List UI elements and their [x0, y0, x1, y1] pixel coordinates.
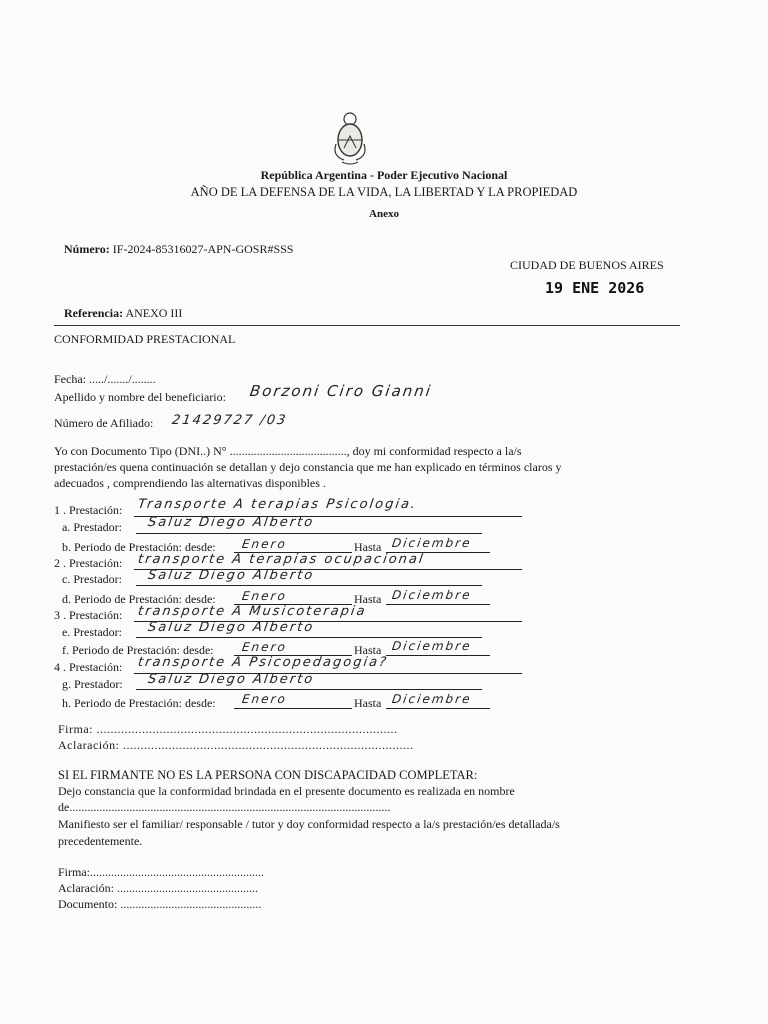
referencia-row: [64, 306, 182, 321]
prestacion-value: transporte A terapias ocupacional: [136, 552, 426, 567]
tercero-line-4: precedentemente.: [58, 834, 143, 848]
documento-line-3: adecuados , comprendiendo las alternativas disponibles .: [54, 476, 326, 490]
hasta-label: Hasta: [354, 643, 382, 657]
documento-line-1: Yo con Documento Tipo (DNI..) N° ......................................., doy mi conformidad respecto a la/s: [54, 444, 522, 458]
afiliado-label: Número de Afiliado:: [54, 416, 154, 430]
underline: [234, 708, 352, 709]
tercero-line-3: Manifiesto ser el familiar/ responsable / tutor y doy conformidad respecto a la/s prestación/es detallada/s: [58, 817, 560, 831]
fecha-field: Fecha: ...../......./........: [54, 372, 156, 386]
periodo-label: f. Periodo de Prestación: desde:: [62, 643, 214, 657]
tercero-heading: SI EL FIRMANTE NO ES LA PERSONA CON DISCAPACIDAD COMPLETAR:: [58, 768, 478, 782]
prestacion-label: 1 . Prestación:: [54, 503, 123, 517]
ciudad: CIUDAD DE BUENOS AIRES: [510, 258, 664, 272]
prestador-label: c. Prestador:: [62, 572, 122, 586]
desde-value: Enero: [241, 589, 288, 603]
coat-of-arms-icon: [330, 110, 370, 166]
hasta-value: Diciembre: [391, 692, 473, 706]
referencia-value: ANEXO III: [125, 306, 183, 320]
afiliado-value: 21429727 /03: [170, 413, 289, 428]
underline: [386, 604, 490, 605]
header-line-2: AÑO DE LA DEFENSA DE LA VIDA, LA LIBERTAD Y LA PROPIEDAD: [190, 185, 578, 199]
apellido-value: Borzoni Ciro Gianni: [248, 382, 434, 400]
prestacion-label: 4 . Prestación:: [54, 660, 123, 674]
prestador-label: e. Prestador:: [62, 625, 122, 639]
prestador-value: Saluz Diego Alberto: [146, 568, 316, 583]
prestacion-value: transporte A Psicopedagogia?: [136, 655, 390, 670]
underline: [136, 533, 482, 534]
prestacion-label: 2 . Prestación:: [54, 556, 123, 570]
numero-label: Número:: [64, 242, 110, 256]
documento-line-2: prestación/es quena continuación se detallan y dejo constancia que me han explicado en términos claros y: [54, 460, 562, 474]
hasta-value: Diciembre: [391, 639, 473, 653]
hasta-value: Diciembre: [391, 588, 473, 602]
desde-value: Enero: [241, 537, 288, 551]
firma-field: Firma: ......................................................................................: [58, 722, 398, 736]
hasta-value: Diciembre: [391, 536, 473, 550]
desde-value: Enero: [241, 692, 288, 706]
aclaracion-field: Aclaración: ...................................................................................: [58, 738, 414, 752]
hasta-label: Hasta: [354, 696, 382, 710]
prestador-value: Saluz Diego Alberto: [146, 515, 316, 530]
referencia-label: Referencia:: [64, 306, 124, 320]
numero-value: IF-2024-85316027-APN-GOSR#SSS: [112, 242, 294, 256]
prestador-value: Saluz Diego Alberto: [146, 620, 316, 635]
fecha-stamp: 19 ENE 2026: [545, 279, 645, 297]
underline: [136, 585, 482, 586]
periodo-label: h. Periodo de Prestación: desde:: [62, 696, 216, 710]
prestador-label: g. Prestador:: [62, 677, 123, 691]
header-anexo: Anexo: [369, 208, 399, 220]
periodo-label: b. Periodo de Prestación: desde:: [62, 540, 216, 554]
prestador-value: Saluz Diego Alberto: [146, 672, 316, 687]
prestacion-value: transporte A Musicoterapia: [136, 604, 368, 619]
tercero-line-1: Dejo constancia que la conformidad brindada en el presente documento es realizada en nombre: [58, 784, 515, 798]
header-line-1: República Argentina - Poder Ejecutivo Nacional: [260, 168, 508, 182]
prestador-label: a. Prestador:: [62, 520, 122, 534]
tercero-line-2: de...........................................................................................................: [58, 800, 391, 814]
desde-value: Enero: [241, 640, 288, 654]
apellido-label: Apellido y nombre del beneficiario:: [54, 390, 226, 404]
prestacion-value: Transporte A terapias Psicologia.: [136, 497, 419, 512]
tercero-documento: Documento: ...............................................: [58, 897, 262, 911]
hasta-label: Hasta: [354, 592, 382, 606]
underline: [386, 708, 490, 709]
tercero-firma: Firma:..........................................................: [58, 865, 264, 879]
underline: [386, 655, 490, 656]
underline: [136, 637, 482, 638]
numero-row: [64, 242, 293, 257]
hasta-label: Hasta: [354, 540, 382, 554]
periodo-label: d. Periodo de Prestación: desde:: [62, 592, 216, 606]
tercero-aclaracion: Aclaración: ...............................................: [58, 881, 258, 895]
prestacion-label: 3 . Prestación:: [54, 608, 123, 622]
underline: [136, 689, 482, 690]
document-title: CONFORMIDAD PRESTACIONAL: [54, 332, 236, 346]
divider: [54, 325, 680, 326]
